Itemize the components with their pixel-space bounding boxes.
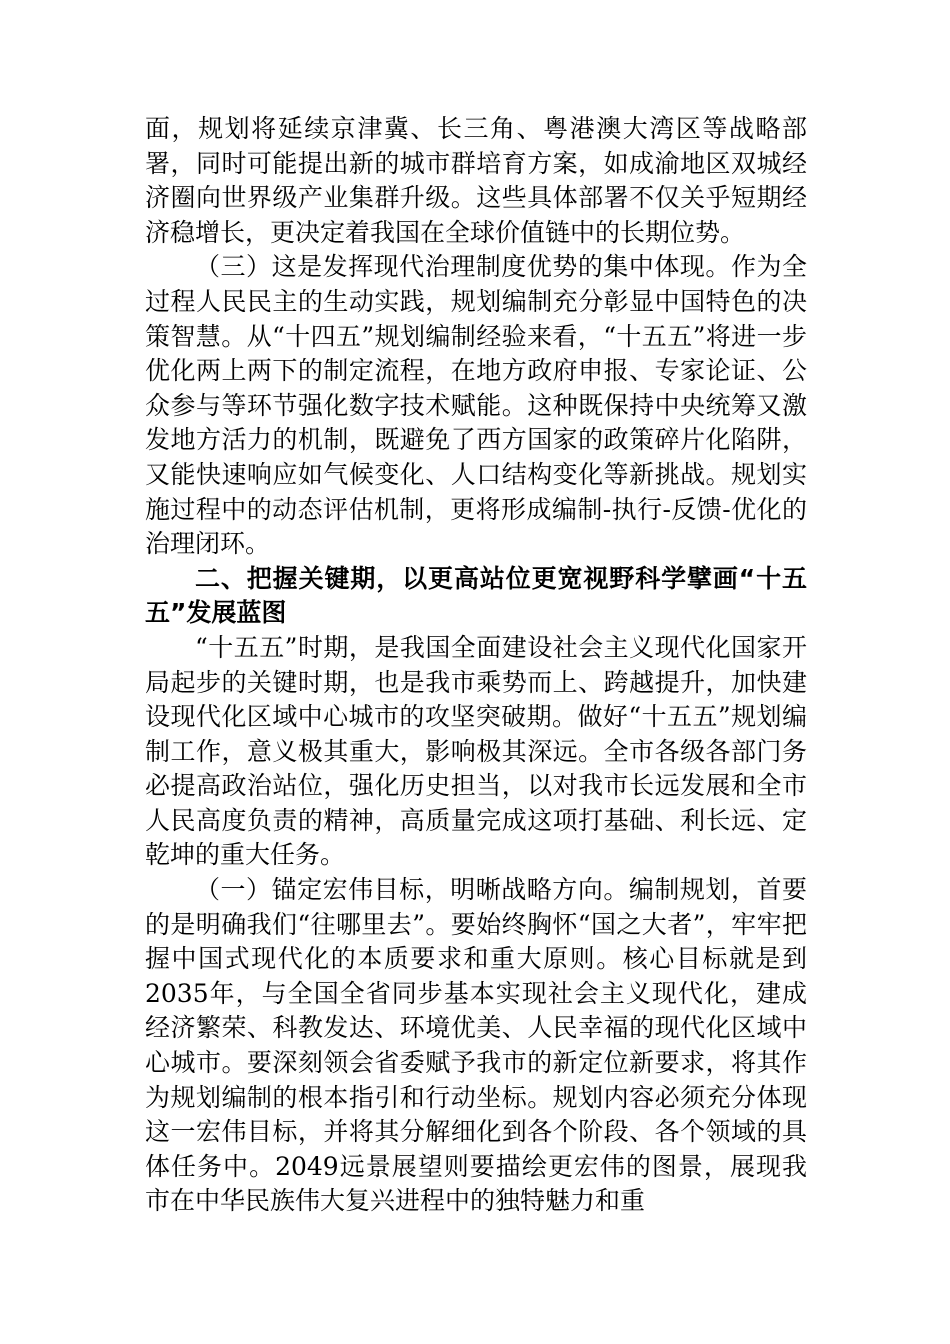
document-page <box>145 112 807 1219</box>
body-paragraph-continued: 面，规划将延续京津冀、长三角、粤港澳大湾区等战略部署，同时可能提出新的城市群培育方案，如成渝地区双城经济圈向世界级产业集群升级。这些具体部署不仅关乎短期经济稳增长，更决定着我国在全球价值链中的长期位势。 <box>145 114 807 247</box>
body-paragraph-subsection-one: （一）锚定宏伟目标，明晰战略方向。编制规划，首要的是明确我们“往哪里去”。要始终胸怀“国之大者”，牢牢把握中国式现代化的本质要求和重大原则。核心目标就是到2035年，与全国全省同步基本实现社会主义现代化，建成经济繁荣、科教发达、环境优美、人民幸福的现代化区域中心城市。要深刻领会省委赋予我市的新定位新要求，将其作为规划编制的根本指引和行动坐标。规划内容必须充分体现这一宏伟目标，并将其分解细化到各个阶段、各个领域的具体任务中。2049远景展望则要描绘更宏伟的图景，展现我市在中华民族伟大复兴进程中的独特魅力和重 <box>145 875 807 1216</box>
section-heading-two: 二、把握关键期，以更高站位更宽视野科学擘画“十五五”发展蓝图 <box>145 563 807 628</box>
body-paragraph-section-three: （三）这是发挥现代治理制度优势的集中体现。作为全过程人民民主的生动实践，规划编制充分彰显中国特色的决策智慧。从“十四五”规划编制经验来看，“十五五”将进一步优化两上两下的制定流程，在地方政府申报、专家论证、公众参与等环节强化数字技术赋能。这种既保持中央统筹又激发地方活力的机制，既避免了西方国家的政策碎片化陷阱，又能快速响应如气候变化、人口结构变化等新挑战。规划实施过程中的动态评估机制，更将形成编制-执行-反馈-优化的治理闭环。 <box>145 252 807 559</box>
body-paragraph-key-period: “十五五”时期，是我国全面建设社会主义现代化国家开局起步的关键时期，也是我市乘势而上、跨越提升，加快建设现代化区域中心城市的攻坚突破期。做好“十五五”规划编制工作，意义极其重大，影响极其深远。全市各级各部门务必提高政治站位，强化历史担当，以对我市长远发展和全市人民高度负责的精神，高质量完成这项打基础、利长远、定乾坤的重大任务。 <box>145 632 807 870</box>
